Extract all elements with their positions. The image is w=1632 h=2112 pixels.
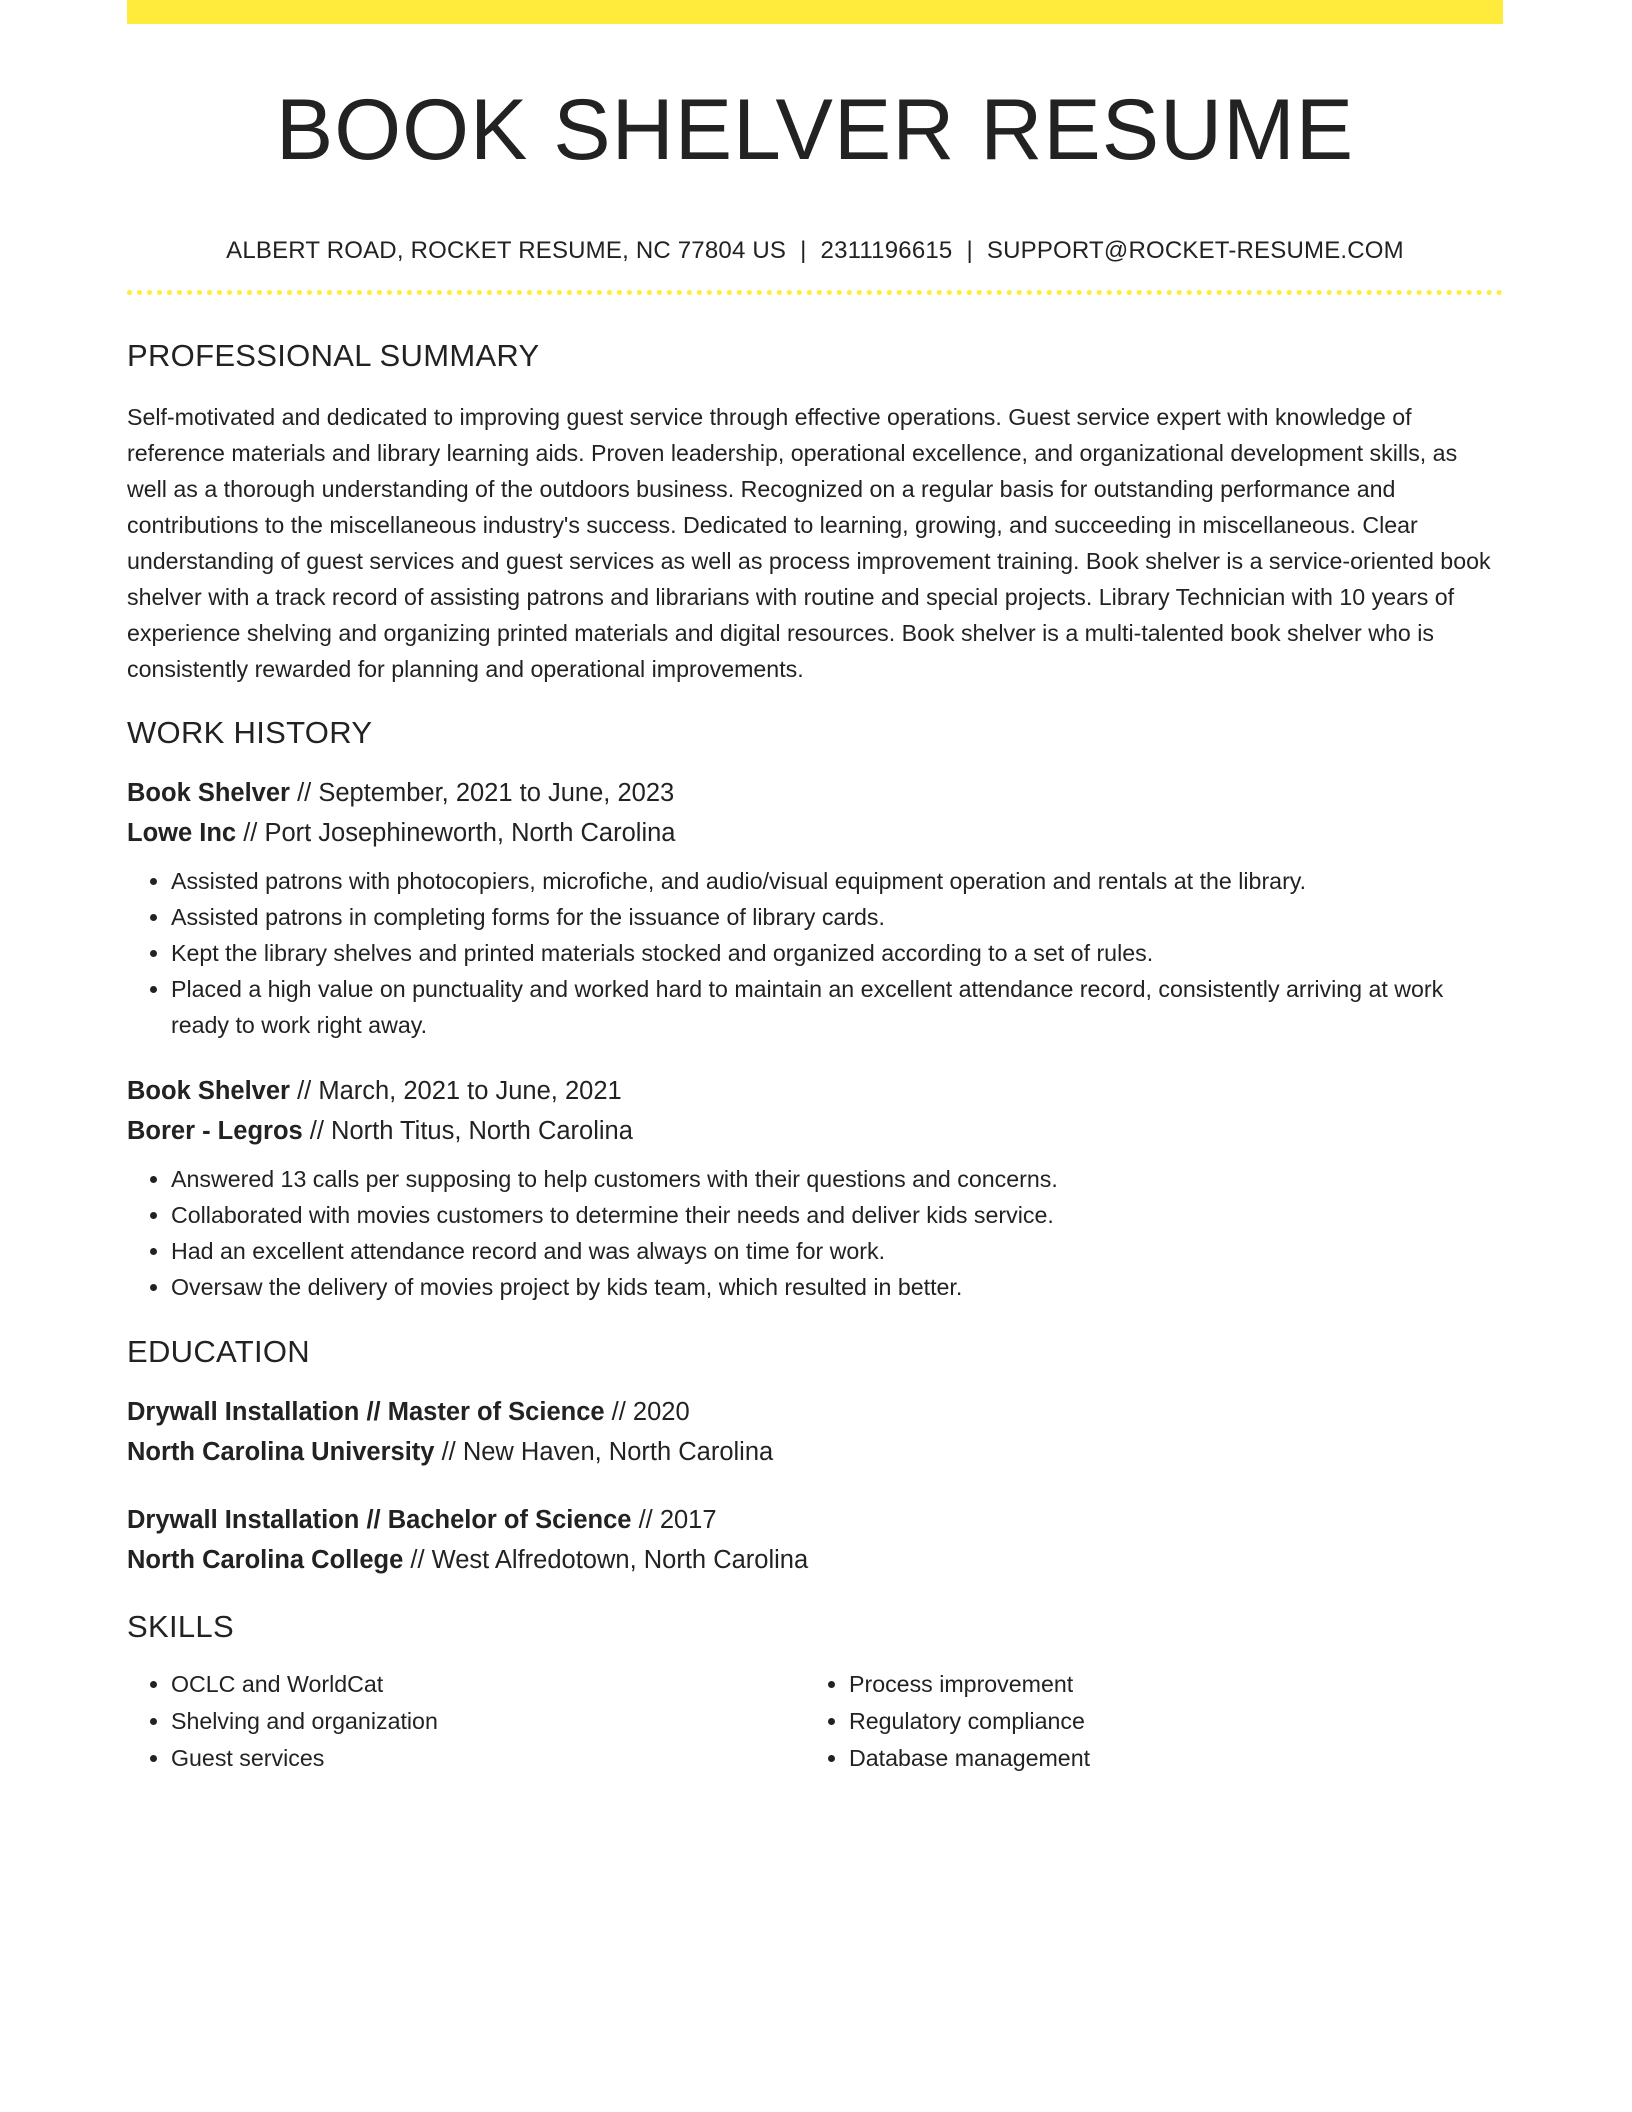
skills-column-left	[127, 1666, 805, 1777]
skills-grid	[127, 1666, 1503, 1777]
job-bullets	[127, 1161, 1503, 1305]
education-entry	[127, 1500, 1503, 1580]
job-location: // North Titus, North Carolina	[302, 1116, 633, 1145]
contact-line	[127, 236, 1503, 266]
contact-separator: |	[800, 236, 807, 264]
job-entry	[127, 773, 1503, 1043]
job-company-line	[127, 813, 1503, 853]
dotted-divider	[127, 290, 1503, 295]
job-bullet: • Kept the library shelves and printed materials stocked and organized according to a set of rules.	[171, 935, 1503, 971]
job-bullet: • Answered 13 calls per supposing to help customers with their questions and concerns.	[171, 1161, 1503, 1197]
education-year: // 2020	[604, 1397, 690, 1426]
job-bullets	[127, 863, 1503, 1043]
education-degree-line	[127, 1500, 1503, 1540]
resume-page	[127, 0, 1503, 1777]
job-company-line	[127, 1111, 1503, 1151]
job-position: Book Shelver	[127, 778, 290, 807]
education-degree: Drywall Installation // Bachelor of Science	[127, 1505, 632, 1534]
job-bullet: • Assisted patrons in completing forms for the issuance of library cards.	[171, 899, 1503, 935]
education-heading: EDUCATION	[127, 1333, 310, 1369]
education-degree-line	[127, 1392, 1503, 1432]
job-dates: // September, 2021 to June, 2023	[289, 778, 675, 807]
skill-item: • Guest services	[171, 1740, 805, 1777]
contact-email: SUPPORT@ROCKET-RESUME.COM	[986, 236, 1404, 264]
contact-address: ALBERT ROAD, ROCKET RESUME, NC 77804 US	[226, 236, 787, 264]
job-bullet: • Had an excellent attendance record and was always on time for work.	[171, 1233, 1503, 1269]
education-entry	[127, 1392, 1503, 1472]
job-title-line	[127, 773, 1503, 813]
skills-column-right	[805, 1666, 1483, 1777]
work-history-heading: WORK HISTORY	[127, 714, 373, 750]
job-position: Book Shelver	[127, 1076, 290, 1105]
education-year: // 2017	[631, 1505, 717, 1534]
education-school: North Carolina College	[127, 1545, 404, 1574]
education-school: North Carolina University	[127, 1437, 435, 1466]
education-degree: Drywall Installation // Master of Science	[127, 1397, 605, 1426]
job-bullet: • Placed a high value on punctuality and worked hard to maintain an excellent attendance record, consistently arriving at work ready to work right away.	[171, 971, 1503, 1043]
education-school-line	[127, 1432, 1503, 1472]
contact-separator: |	[966, 236, 973, 264]
skill-item: • OCLC and WorldCat	[171, 1666, 805, 1703]
accent-top-bar	[127, 0, 1503, 24]
job-company: Lowe Inc	[127, 818, 237, 847]
summary-text: Self-motivated and dedicated to improving guest service through effective operations. Guest service expert with knowledge of reference materials and library learning aids. Proven leadership, operational excellence, and organizational development skills, as well as a thorough understanding of the outdoors business. Recognized on a regular basis for outstanding performance and contributions to the miscellaneous industry's success. Dedicated to learning, growing, and succeeding in miscellaneous. Clear understanding of guest services and guest services as well as process improvement training. Book shelver is a service-oriented book shelver with a track record of assisting patrons and librarians with routine and special projects. Library Technician with 10 years of experience shelving and organizing printed materials and digital resources. Book shelver is a multi-talented book shelver who is consistently rewarded for planning and operational improvements.	[127, 403, 1491, 682]
resume-title: BOOK SHELVER RESUME	[275, 82, 1355, 178]
education-school-line	[127, 1540, 1503, 1580]
job-company: Borer - Legros	[127, 1116, 303, 1145]
summary-heading: PROFESSIONAL SUMMARY	[127, 337, 540, 373]
job-bullet: • Oversaw the delivery of movies project by kids team, which resulted in better.	[171, 1269, 1503, 1305]
education-location: // West Alfredotown, North Carolina	[403, 1545, 809, 1574]
contact-phone: 2311196615	[820, 236, 953, 264]
job-bullet: • Assisted patrons with photocopiers, microfiche, and audio/visual equipment operation and rentals at the library.	[171, 863, 1503, 899]
skill-item: • Process improvement	[849, 1666, 1483, 1703]
job-bullet: • Collaborated with movies customers to determine their needs and deliver kids service.	[171, 1197, 1503, 1233]
skill-item: • Shelving and organization	[171, 1703, 805, 1740]
skill-item: • Database management	[849, 1740, 1483, 1777]
education-location: // New Haven, North Carolina	[434, 1437, 774, 1466]
job-entry	[127, 1071, 1503, 1305]
job-dates: // March, 2021 to June, 2021	[289, 1076, 622, 1105]
skills-heading: SKILLS	[127, 1608, 234, 1644]
job-location: // Port Josephineworth, North Carolina	[236, 818, 676, 847]
skill-item: • Regulatory compliance	[849, 1703, 1483, 1740]
job-title-line	[127, 1071, 1503, 1111]
